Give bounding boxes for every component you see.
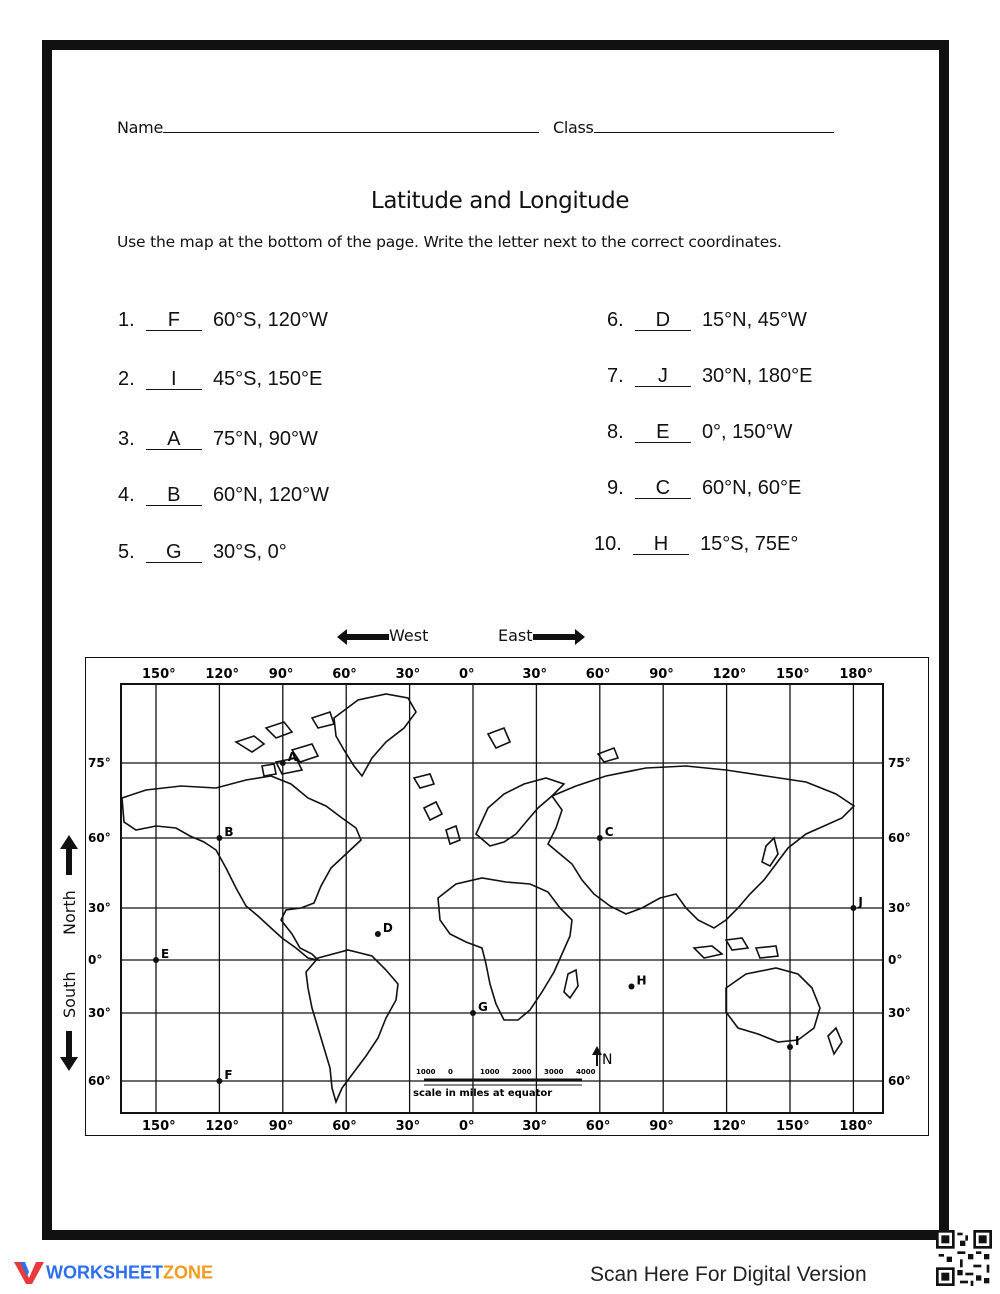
scale-number: 4000 [576,1068,596,1076]
lon-label-bottom: 30° [395,1119,421,1134]
lon-label-bottom: 120° [712,1119,747,1134]
page-title: Latitude and Longitude [370,188,630,214]
question-coordinates: 45°S, 150°E [212,368,323,390]
africa-outline [438,878,572,1020]
north-america-outline [122,776,361,960]
map-labels [88,667,911,1134]
lat-label-left: 75° [88,756,111,770]
map-point-c [597,835,603,841]
west-direction: West [347,626,428,645]
lat-label-right: 60° [888,831,911,845]
lon-label-bottom: 120° [205,1119,240,1134]
question-number: 8. [607,421,624,443]
arrow-down-icon [60,1031,78,1071]
lon-label-top: 120° [205,667,240,682]
scale-bar [413,1068,596,1099]
question-number: 3. [118,428,135,450]
question-coordinates: 30°S, 0° [212,541,287,563]
north-south-indicator [55,835,83,1075]
british-isles-outline [414,774,442,820]
lat-label-right: 75° [888,756,911,770]
arrow-right-icon [533,634,575,640]
question-number: 4. [118,484,135,506]
brand-name-zone: ZONE [163,1262,214,1283]
lon-label-bottom: 150° [142,1119,176,1134]
svalbard-outline [488,728,618,762]
question-item [118,368,322,391]
question-coordinates: 75°N, 90°W [212,428,318,450]
question-item [607,309,807,332]
north-arrow-label: N [602,1052,613,1068]
question-coordinates: 60°N, 60°E [701,477,802,499]
question-item [607,477,801,500]
question-coordinates: 30°N, 180°E [701,365,813,387]
lon-label-bottom: 60° [585,1119,611,1134]
map-point-label: H [636,973,647,988]
map-point-g [470,1010,476,1016]
lon-label-top: 180° [839,667,874,682]
arrow-left-icon [347,634,389,640]
arctic-islands-outline [236,712,334,776]
lon-label-top: 0° [459,667,475,682]
answer-blank[interactable]: G [146,542,202,563]
lon-label-top: 30° [395,667,421,682]
world-map-svg [86,658,927,1134]
logo-v-icon [12,1260,46,1286]
map-point-f [216,1078,222,1084]
north-label: North [60,890,79,935]
map-point-b [216,835,222,841]
scale-number: 3000 [544,1068,564,1076]
lon-label-top: 150° [776,667,810,682]
lat-label-left: 60° [88,1074,111,1088]
answer-blank[interactable]: A [146,429,202,450]
instructions: Use the map at the bottom of the page. Write the letter next to the correct coordinates. [117,233,782,251]
lon-label-top: 120° [712,667,747,682]
lat-label-right: 60° [888,1074,911,1088]
qr-code-icon[interactable] [936,1230,992,1286]
question-coordinates: 15°N, 45°W [701,309,807,331]
map-point-h [629,984,635,990]
scale-caption: scale in miles at equator [413,1088,553,1099]
map-markers [153,760,856,1084]
answer-blank[interactable]: B [146,485,202,506]
south-label: South [60,971,79,1018]
question-item [118,541,287,564]
madagascar-outline [564,970,578,998]
australia-outline [726,968,820,1042]
lon-label-top: 60° [332,667,357,682]
question-item [118,484,329,507]
lon-label-bottom: 30° [522,1119,547,1134]
map-point-label: B [224,825,234,839]
brand-name-worksheet: WORKSHEET [46,1262,163,1283]
lon-label-top: 90° [649,667,674,682]
worksheetzone-logo [12,1260,213,1286]
map-land [122,694,854,1102]
question-coordinates: 15°S, 75E° [700,533,799,555]
question-coordinates: 60°S, 120°W [212,309,328,331]
north-arrow [592,1046,612,1068]
answer-blank[interactable]: C [635,478,691,499]
question-coordinates: 0°, 150°W [701,421,793,443]
new-zealand-outline [828,1028,842,1054]
answer-blank[interactable]: E [635,422,691,443]
map-point-label: G [478,1000,488,1014]
map-point-label: C [604,825,614,839]
lat-label-left: 60° [88,831,111,845]
answer-blank[interactable]: F [146,310,202,331]
question-number: 5. [118,541,135,563]
question-item [594,533,798,556]
east-direction: East [498,626,575,645]
map-point-label: A [287,750,298,764]
question-item [607,421,792,444]
lon-label-bottom: 90° [649,1119,674,1134]
question-number: 10. [594,533,622,555]
europe-outline [446,778,564,846]
lat-label-right: 30° [888,1006,911,1020]
lon-label-bottom: 90° [268,1119,294,1134]
answer-blank[interactable]: J [635,366,691,387]
map-grid [121,684,883,1113]
map-point-label: J [858,895,863,909]
question-coordinates: 60°N, 120°W [212,484,329,506]
arrow-up-icon [60,835,78,875]
question-number: 7. [607,365,624,387]
lat-label-right: 30° [888,901,911,915]
class-label: Class [553,118,594,137]
map-point-a [280,760,286,766]
lat-label-left: 30° [88,1006,111,1020]
answer-blank[interactable]: H [633,534,689,555]
lon-label-bottom: 180° [839,1119,874,1134]
map-point-label: E [161,947,170,961]
answer-blank[interactable]: D [635,310,691,331]
map-point-j [850,905,856,911]
japan-outline [762,838,778,866]
map-point-d [375,931,381,937]
lon-label-bottom: 150° [776,1119,810,1134]
map-frame [121,684,883,1113]
map-point-e [153,957,159,963]
answer-blank[interactable]: I [146,369,202,390]
scan-text: Scan Here For Digital Version [590,1263,867,1286]
question-number: 1. [118,309,135,331]
lon-label-bottom: 0° [459,1119,475,1134]
lat-label-left: 30° [88,901,111,915]
scale-number: 0 [448,1068,453,1076]
scale-number: 1000 [416,1068,436,1076]
class-field[interactable] [553,118,834,137]
indonesia-outline [694,938,778,958]
map-point-i [787,1044,793,1050]
map-point-label: F [224,1068,233,1082]
map-point-label: I [795,1034,800,1048]
scale-number: 2000 [512,1068,532,1076]
lon-label-top: 150° [142,667,176,682]
lon-label-top: 90° [268,667,294,682]
asia-outline [548,766,854,928]
scale-number: 1000 [480,1068,500,1076]
lon-label-top: 30° [522,667,547,682]
world-map [85,657,929,1136]
lon-label-top: 60° [585,667,611,682]
question-item [118,309,328,332]
question-number: 6. [607,309,624,331]
question-number: 9. [607,477,624,499]
map-point-label: D [382,921,393,935]
lat-label-right: 0° [888,953,903,967]
lat-label-left: 0° [88,953,103,967]
question-item [118,428,318,451]
name-field[interactable] [117,118,539,137]
question-number: 2. [118,368,135,390]
lon-label-bottom: 60° [332,1119,357,1134]
south-america-outline [306,950,398,1102]
question-item [607,365,812,388]
name-label: Name [117,118,164,137]
